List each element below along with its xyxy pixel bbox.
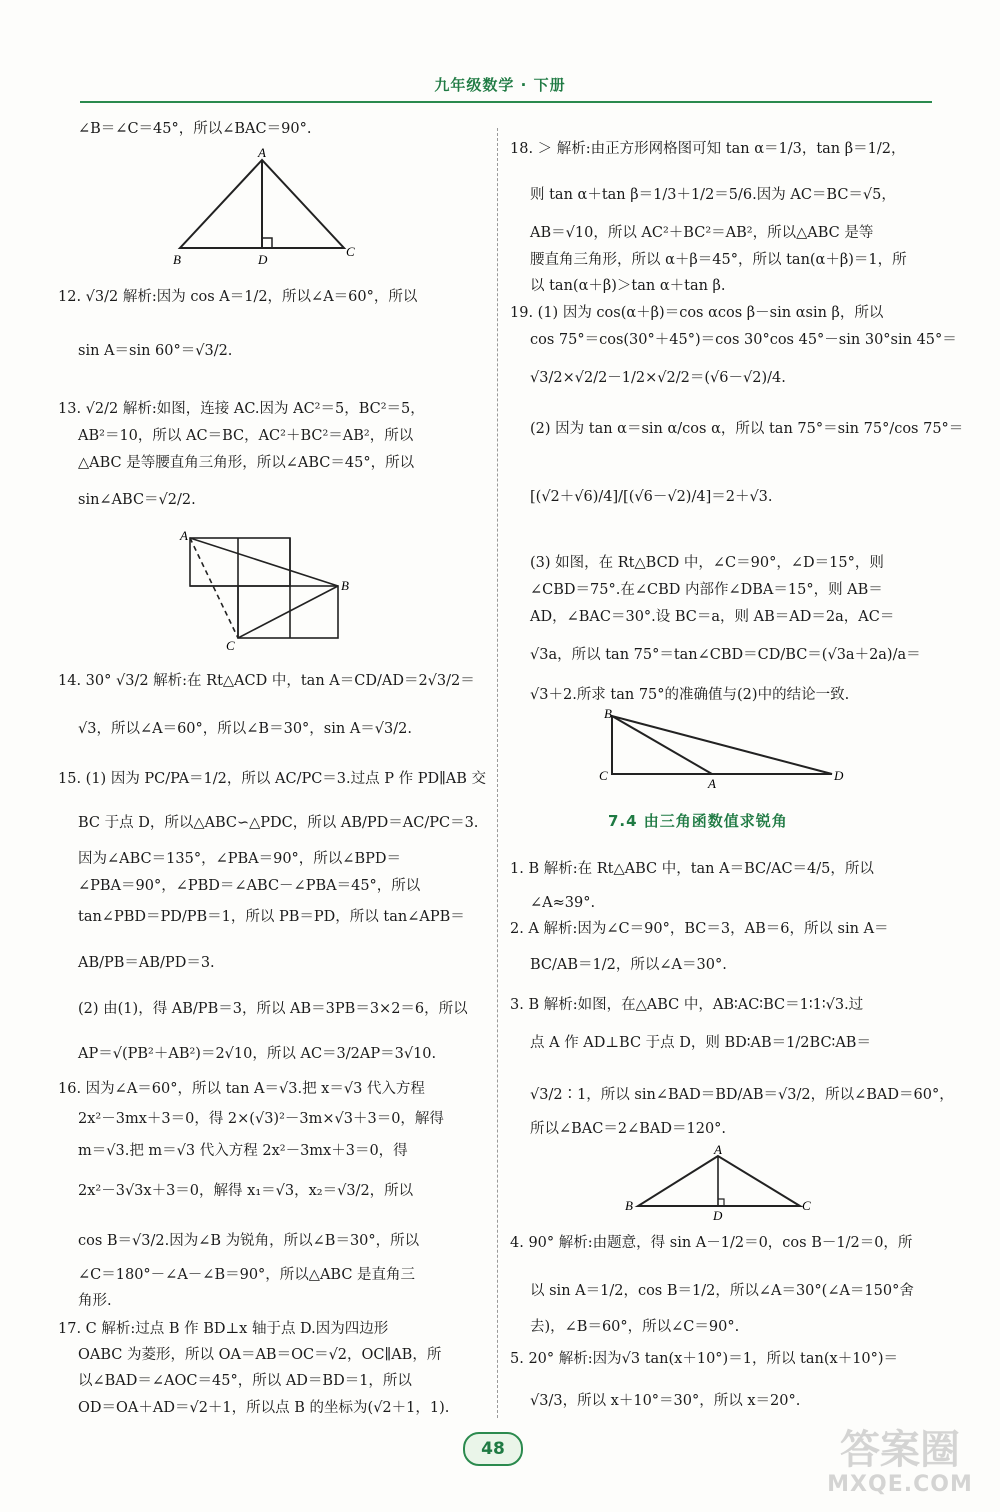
text-line: √3/3，所以 x＋10°＝30°，所以 x＝20°. [530, 1393, 801, 1409]
answer-14: 14. 30° √3/2 解析:在 Rt△ACD 中，tan A＝CD/AD＝2√3/2＝ [58, 673, 475, 689]
answer-2: 2. A 解析:因为∠C＝90°，BC＝3，AB＝6，所以 sin A＝ [510, 921, 889, 937]
text-line: 以 tan(α＋β)＞tan α＋tan β. [530, 278, 726, 294]
text-line: m＝√3.把 m＝√3 代入方程 2x²－3mx＋3＝0，得 [78, 1143, 408, 1159]
header-rule [80, 101, 932, 103]
text-line: 以 sin A＝1/2，cos B＝1/2，所以∠A＝30°(∠A＝150°舍 [530, 1283, 914, 1299]
text-line: ∠A≈39°. [530, 895, 596, 911]
text-line: 腰直角三角形，所以 α＋β＝45°，所以 tan(α＋β)＝1，所 [530, 252, 907, 268]
text-line: AP＝√(PB²＋AB²)＝2√10，所以 AC＝3/2AP＝3√10. [78, 1046, 437, 1062]
answer-13: 13. √2/2 解析:如图，连接 AC.因为 AC²＝5，BC²＝5， [58, 401, 425, 417]
text-line: 2x²－3mx＋3＝0，得 2×(√3)²－3m×√3＋3＝0，解得 [78, 1111, 444, 1127]
label-A: A [714, 1144, 722, 1157]
text-line: 因为∠ABC＝135°，∠PBA＝90°，所以∠BPD＝ [78, 851, 401, 867]
label-B: B [604, 708, 612, 721]
figure-grid-triangle [178, 528, 358, 654]
text-line: sin A＝sin 60°＝√3/2. [78, 343, 233, 359]
text-line: ∠PBA＝90°，∠PBD＝∠ABC－∠PBA＝45°，所以 [78, 878, 421, 894]
text-line: ∠B＝∠C＝45°，所以∠BAC＝90°. [78, 121, 312, 137]
answer-17: 17. C 解析:过点 B 作 BD⊥x 轴于点 D.因为四边形 [58, 1321, 389, 1337]
text-line: ∠C＝180°－∠A－∠B＝90°，所以△ABC 是直角三 [78, 1267, 416, 1283]
text-line: cos 75°＝cos(30°＋45°)＝cos 30°cos 45°－sin 30°sin 45°＝ [530, 332, 957, 348]
text-line: sin∠ABC＝√2/2. [78, 492, 196, 508]
figure-obtuse-triangle [620, 1144, 820, 1222]
text-line: AB²＝10，所以 AC＝BC，AC²＋BC²＝AB²，所以 [78, 428, 414, 444]
watermark-url: MXQE.COM [827, 1472, 973, 1497]
text-line: AB/PB＝AB/PD＝3. [78, 955, 215, 971]
answer-4: 4. 90° 解析:由题意，得 sin A－1/2＝0，cos B－1/2＝0，所 [510, 1235, 913, 1251]
text-line: OD＝OA＋AD＝√2＋1，所以点 B 的坐标为(√2＋1，1). [78, 1400, 450, 1416]
label-A: A [258, 148, 266, 160]
answer-1: 1. B 解析:在 Rt△ABC 中，tan A＝BC/AC＝4/5，所以 [510, 861, 874, 877]
label-C: C [599, 768, 608, 783]
figure-isosceles-right-triangle [170, 148, 360, 266]
label-C: C [226, 638, 235, 653]
text-line: 以∠BAD＝∠AOC＝45°，所以 AD＝BD＝1，所以 [78, 1373, 412, 1389]
text-line: 角形. [78, 1293, 112, 1309]
text-line: √3＋2.所求 tan 75°的准确值与(2)中的结论一致. [530, 687, 850, 703]
label-C: C [802, 1198, 811, 1213]
label-B: B [341, 578, 349, 593]
label-A: A [180, 528, 188, 543]
text-line: 则 tan α＋tan β＝1/3＋1/2＝5/6.因为 AC＝BC＝√5， [530, 187, 896, 203]
watermark-logo [814, 1416, 986, 1506]
text-line: BC/AB＝1/2，所以∠A＝30°. [530, 957, 727, 973]
text-line: √3a，所以 tan 75°＝tan∠CBD＝CD/BC＝(√3a＋2a)/a＝ [530, 647, 921, 663]
watermark-big-text: 答案圈 [840, 1427, 960, 1473]
text-line: 2x²－3√3x＋3＝0，解得 x₁＝√3，x₂＝√3/2，所以 [78, 1183, 414, 1199]
text-line: ∠CBD＝75°.在∠CBD 内部作∠DBA＝15°，则 AB＝ [530, 582, 883, 598]
answer-12: 12. √3/2 解析:因为 cos A＝1/2，所以∠A＝60°，所以 [58, 289, 418, 305]
text-line: √3/2×√2/2－1/2×√2/2＝(√6－√2)/4. [530, 370, 786, 386]
section-title: 7.4 由三角函数值求锐角 [608, 812, 788, 830]
answer-5: 5. 20° 解析:因为√3 tan(x＋10°)＝1，所以 tan(x＋10°)＝ [510, 1351, 899, 1367]
label-D: D [713, 1208, 723, 1222]
answer-18: 18. ＞ 解析:由正方形网格图可知 tan α＝1/3，tan β＝1/2， [510, 141, 906, 157]
text-line: cos B＝√3/2.因为∠B 为锐角，所以∠B＝30°，所以 [78, 1233, 420, 1249]
label-D: D [834, 768, 844, 783]
page-number: 48 [463, 1432, 523, 1466]
text-line: 点 A 作 AD⊥BC 于点 D，则 BD∶AB＝1/2BC∶AB＝ [530, 1035, 871, 1051]
header-title: 九年级数学 · 下册 [434, 76, 566, 94]
label-A: A [708, 776, 716, 790]
answer-19: 19. (1) 因为 cos(α＋β)＝cos αcos β－sin αsin β，所以 [510, 305, 884, 321]
text-line: (2) 因为 tan α＝sin α/cos α，所以 tan 75°＝sin 75°/cos 75°＝ [530, 421, 964, 437]
text-line: 去)，∠B＝60°，所以∠C＝90°. [530, 1319, 740, 1335]
column-divider [497, 128, 498, 1418]
text-line: √3/2∶1，所以 sin∠BAD＝BD/AB＝√3/2，所以∠BAD＝60°， [530, 1087, 954, 1103]
page-header [0, 0, 1000, 104]
label-B: B [625, 1198, 633, 1213]
answer-16: 16. 因为∠A＝60°，所以 tan A＝√3.把 x＝√3 代入方程 [58, 1081, 425, 1097]
text-line: √3，所以∠A＝60°，所以∠B＝30°，sin A＝√3/2. [78, 721, 412, 737]
figure-right-triangle-bcd [596, 708, 856, 790]
text-line: 所以∠BAC＝2∠BAD＝120°. [530, 1121, 727, 1137]
text-line: (3) 如图，在 Rt△BCD 中，∠C＝90°，∠D＝15°，则 [530, 555, 884, 571]
text-line: AD，∠BAC＝30°.设 BC＝a，则 AB＝AD＝2a，AC＝ [530, 609, 895, 625]
text-line: [(√2＋√6)/4]/[(√6－√2)/4]＝2＋√3. [530, 489, 773, 505]
text-line: (2) 由(1)，得 AB/PB＝3，所以 AB＝3PB＝3×2＝6，所以 [78, 1001, 468, 1017]
text-line: OABC 为菱形，所以 OA＝AB＝OC＝√2，OC∥AB，所 [78, 1347, 442, 1363]
text-line: tan∠PBD＝PD/PB＝1，所以 PB＝PD，所以 tan∠APB＝ [78, 909, 465, 925]
text-line: AB＝√10，所以 AC²＋BC²＝AB²，所以△ABC 是等 [530, 225, 874, 241]
label-D: D [258, 252, 268, 266]
label-B: B [173, 252, 181, 266]
label-C: C [346, 244, 355, 259]
text-line: BC 于点 D，所以△ABC∽△PDC，所以 AB/PD＝AC/PC＝3. [78, 815, 479, 831]
text-line: △ABC 是等腰直角三角形，所以∠ABC＝45°，所以 [78, 455, 415, 471]
answer-3: 3. B 解析:如图，在△ABC 中，AB∶AC∶BC＝1∶1∶√3.过 [510, 997, 864, 1013]
answer-15: 15. (1) 因为 PC/PA＝1/2，所以 AC/PC＝3.过点 P 作 PD∥AB 交 [58, 771, 487, 787]
